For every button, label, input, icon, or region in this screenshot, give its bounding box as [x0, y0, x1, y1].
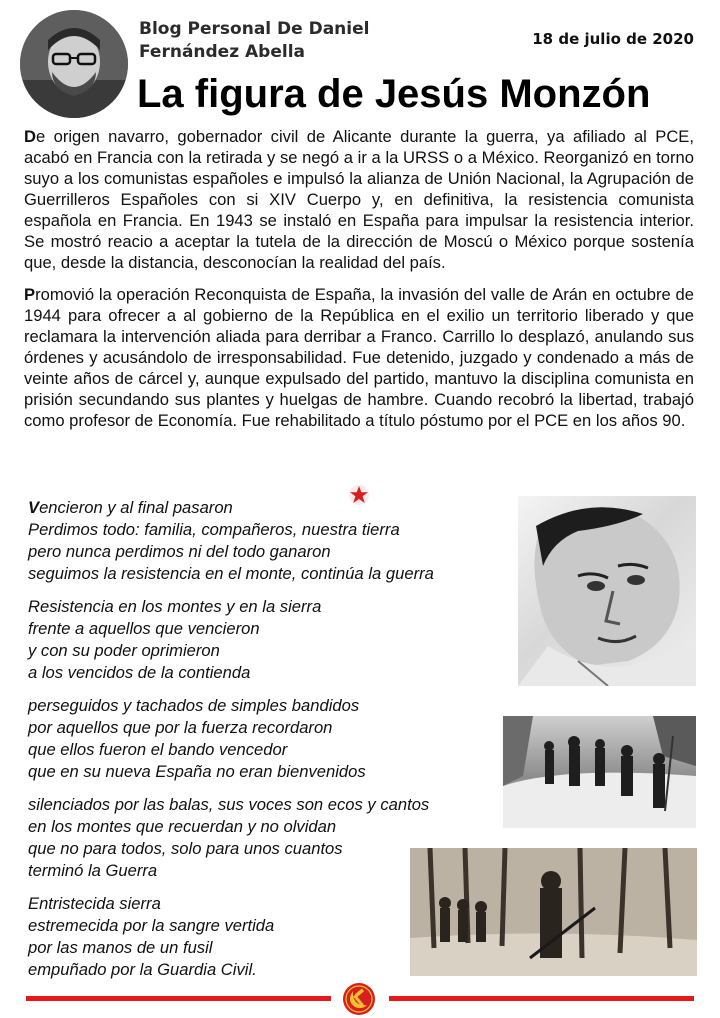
- author-avatar: [20, 10, 128, 118]
- page-title: La figura de Jesús Monzón: [137, 72, 651, 116]
- poem-line: pero nunca perdimos ni del todo ganaron: [28, 542, 331, 561]
- footer-rule-right: [389, 996, 694, 1001]
- poem-line: seguimos la resistencia en el monte, continúa la guerra: [28, 564, 434, 583]
- poem-stanza-1: [28, 497, 548, 585]
- poem-line: Entristecida sierra: [28, 894, 161, 913]
- poem-line-text: encieron y al final pasaron: [39, 498, 233, 517]
- poem-line: silenciados por las balas, sus voces son ecos y cantos: [28, 795, 430, 814]
- poem-line: terminó la Guerra: [28, 861, 158, 880]
- poem-line: en los montes que recuerdan y no olvidan: [28, 817, 337, 836]
- poem-line: frente a aquellos que vencieron: [28, 619, 260, 638]
- post-date: 18 de julio de 2020: [532, 30, 694, 48]
- poem-line: que no para todos, solo para unos cuantos: [28, 839, 343, 858]
- poem-line: que ellos fueron el bando vencedor: [28, 740, 288, 759]
- drop-letter: P: [24, 285, 36, 304]
- article-paragraph-1: [24, 126, 694, 273]
- blog-name-line2: Fernández Abella: [139, 42, 306, 62]
- poem-stanza-2: [28, 596, 548, 684]
- guerrillas-photo: [503, 716, 696, 828]
- poem-line: que en su nueva España no eran bienvenidos: [28, 762, 366, 781]
- blog-name-line1: Blog Personal De Daniel: [139, 19, 370, 39]
- drop-letter: D: [24, 127, 36, 146]
- forest-painting: [410, 848, 697, 976]
- poem-line: estremecida por la sangre vertida: [28, 916, 275, 935]
- paragraph-text: romovió la operación Reconquista de España, la invasión del valle de Arán en octubre de 1944 para ofrecer a al gobierno de la República en el exilio un territorio liberado y que reclamara la intervención aliada para derribar a Franco. Carrillo lo desplazó, anulando sus órdenes y acusándolo de irresponsabilidad. Fue detenido, juzgado y condenado a más de veinte años de cárcel y, aunque expulsado del partido, mantuvo la disciplina comunista en prisión secundando sus plantes y huelgas de hambre. Cuando recobró la libertad, trabajó como profesor de Economía. Fue rehabilitado a título póstumo por el PCE en los años 90.: [24, 285, 694, 430]
- poem-line: Resistencia en los montes y en la sierra: [28, 597, 322, 616]
- poem-line: Perdimos todo: familia, compañeros, nuestra tierra: [28, 520, 400, 539]
- poem-line: por las manos de un fusil: [28, 938, 213, 957]
- poem-line: por aquellos que por la fuerza recordaron: [28, 718, 333, 737]
- footer-rule-left: [26, 996, 331, 1001]
- hammer-sickle-icon: [342, 982, 376, 1016]
- drop-letter: V: [28, 498, 40, 517]
- paragraph-text: e origen navarro, gobernador civil de Alicante durante la guerra, ya afiliado al PCE, acabó en Francia con la retirada y se negó a ir a la URSS o a México. Reorganizó en torno suyo a los comunistas españoles e impulsó la alianza de Unión Nacional, la Agrupación de Guerrilleros Españoles con si XIV Cuerpo y, en definitiva, la resistencia comunista española en Francia. En 1943 se instaló en España para impulsar la resistencia interior. Se mostró reacio a aceptar la tutela de la dirección de Moscú o México porque sostenía que, desde la distancia, desconocían la realidad del país.: [24, 127, 694, 272]
- poem-line: empuñado por la Guardia Civil.: [28, 960, 257, 979]
- poem-line: a los vencidos de la contienda: [28, 663, 251, 682]
- poem-line: y con su poder oprimieron: [28, 641, 220, 660]
- article-body: [24, 126, 694, 442]
- poem-stanza-3: [28, 695, 548, 783]
- article-paragraph-2: [24, 284, 694, 431]
- portrait-photo: [518, 496, 696, 686]
- author-avatar-image: [20, 10, 128, 118]
- poem-line: [28, 497, 548, 519]
- blog-name: [139, 18, 399, 64]
- poem-line: perseguidos y tachados de simples bandidos: [28, 696, 360, 715]
